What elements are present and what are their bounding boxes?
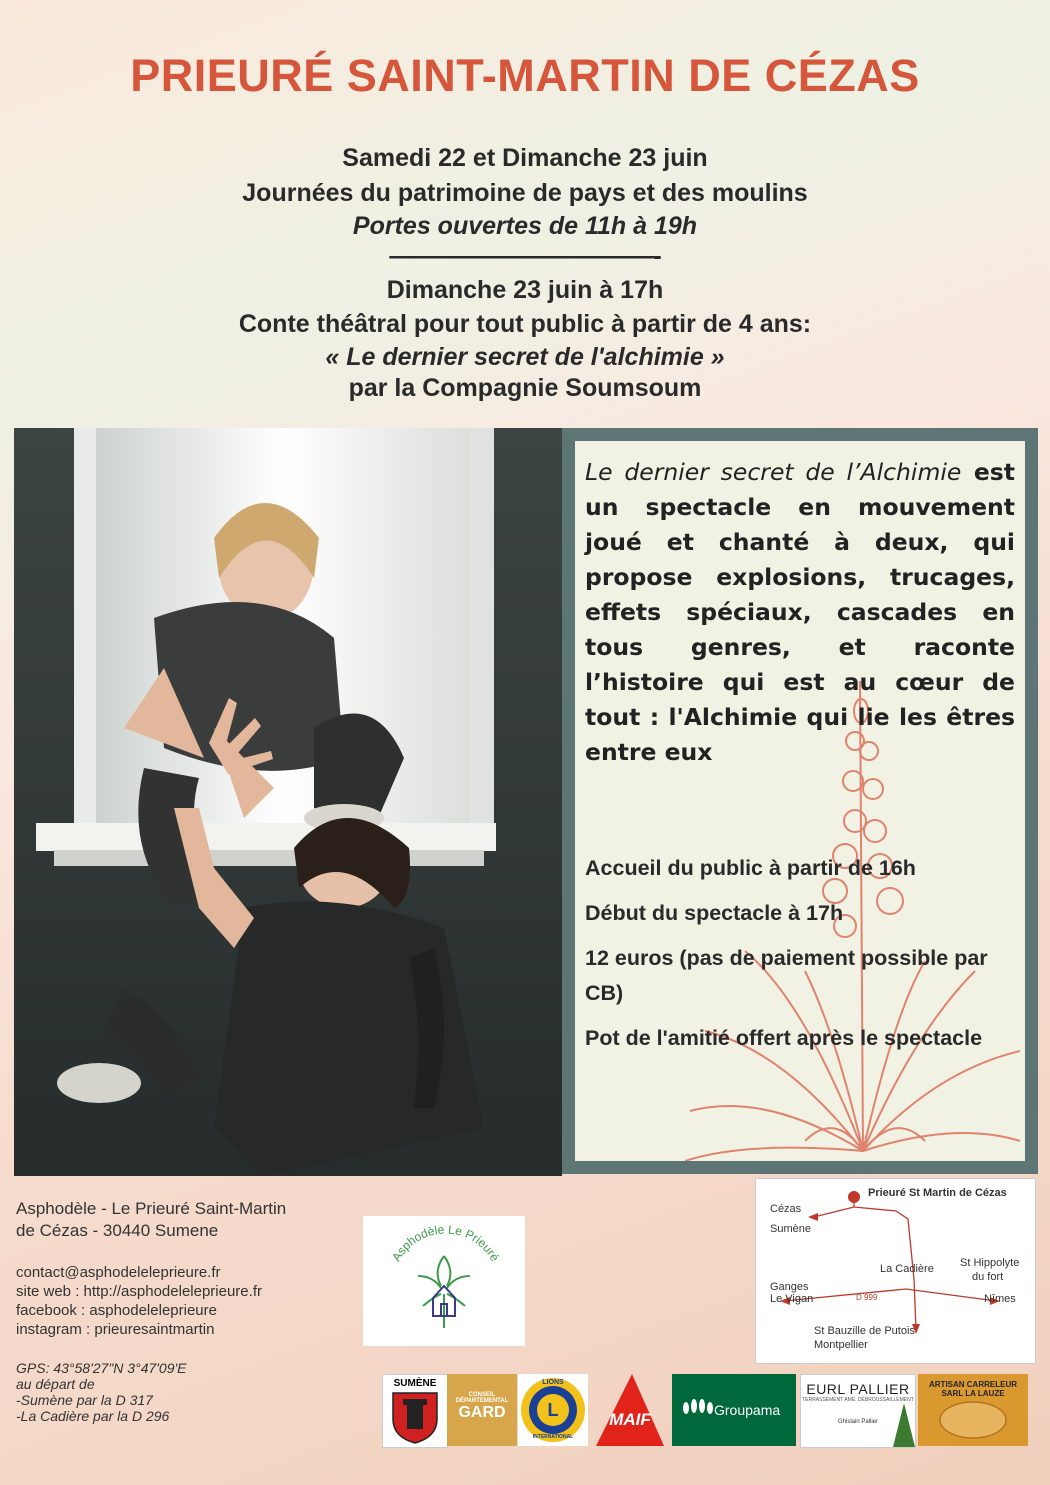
map-cezas: Cézas: [770, 1203, 802, 1215]
groupama-wheat-icon: [680, 1396, 716, 1420]
detail-welcome: Accueil du public à partir de 16h: [585, 856, 916, 880]
event2-type: Conte théâtral pour tout public à partir de 4 ans:: [238, 310, 812, 338]
contact-instagram[interactable]: instagram : prieuresaintmartin: [16, 1321, 215, 1338]
event2-show-title: « Le dernier secret de l'alchimie »: [325, 343, 725, 371]
lauze-emblem-icon: [938, 1400, 1008, 1440]
contact-email[interactable]: contact@asphodelelepriеure.fr: [16, 1264, 221, 1281]
description-body: est un spectacle en mouvement joué et chanté à deux, qui propose explosions, trucages, effets spéciaux, cascades en tous genres, et raconte l’histoire qui est au cœur de tout : l'Alchimie qui lie les êtres entre eux: [585, 458, 1015, 766]
separator: ———————————-: [389, 242, 661, 270]
priory-marker: [848, 1191, 860, 1203]
page-title: PRIEURÉ SAINT-MARTIN DE CÉZAS: [130, 50, 920, 101]
sponsor-maif: [596, 1374, 664, 1446]
contact-website[interactable]: site web : http://asphodelelepriеure.fr: [16, 1283, 262, 1300]
map-title: Prieuré St Martin de Cézas: [868, 1187, 1007, 1199]
map-road: D 999: [856, 1293, 878, 1302]
sponsor-pallier-name: Ghislain Pallier: [837, 1419, 879, 1425]
sponsor-lions-bottom: INTERNATIONAL: [532, 1434, 574, 1440]
sumene-crest-icon: [383, 1389, 447, 1445]
gps-depart: au départ de: [16, 1376, 95, 1392]
sponsor-sumene-label: SUMÈNE: [393, 1378, 437, 1389]
logo-text: Asphodèle Le Prieuré: [389, 1222, 502, 1264]
detail-price: 12 euros (pas de paiement possible par CB): [585, 946, 988, 1005]
event2-company: par la Compagnie Soumsoum: [348, 374, 702, 402]
sponsor-groupama: [672, 1374, 796, 1446]
pallier-trees-icon: [893, 1403, 915, 1447]
description-lead: Le dernier secret de l’Alchimie: [585, 458, 962, 486]
map-du-fort: du fort: [972, 1271, 1004, 1283]
address-line1: Asphodèle - Le Prieuré Saint-Martin: [16, 1199, 287, 1218]
detail-start: Début du spectacle à 17h: [585, 901, 844, 925]
sponsor-pallier-label: EURL PALLIER: [806, 1381, 910, 1397]
performers-photo: [14, 428, 562, 1176]
access-map: [755, 1178, 1036, 1364]
sponsor-lions-top: LIONS: [542, 1379, 564, 1386]
map-st-hippolyte: St Hippolyte: [960, 1257, 1020, 1269]
sponsor-gard-small: CONSEIL DÉPARTEMENTAL: [455, 1392, 509, 1404]
gps-route2: -La Cadière par la D 296: [16, 1408, 170, 1424]
gps-block: [16, 1360, 187, 1424]
asphodele-logo: [363, 1216, 525, 1346]
detail-drink: Pot de l'amitié offert après le spectacle: [585, 1026, 983, 1050]
map-sumene: Sumène: [770, 1223, 811, 1235]
svg-text:L: L: [547, 1400, 559, 1420]
practical-details: [585, 851, 1005, 1066]
info-box: [562, 428, 1038, 1174]
address-line2: de Cézas - 30440 Sumene: [16, 1221, 219, 1240]
address-block: [16, 1198, 286, 1242]
event2-date: Dimanche 23 juin à 17h: [386, 276, 664, 304]
sponsor-gard: [447, 1374, 517, 1446]
info-box-panel: [575, 441, 1025, 1161]
map-la-cadiere: La Cadière: [880, 1263, 934, 1275]
contacts-block: [16, 1263, 262, 1339]
show-description: [585, 455, 1015, 770]
sponsor-lauze: [918, 1374, 1028, 1446]
sponsor-pallier: [800, 1374, 916, 1448]
map-nimes: Nîmes: [984, 1293, 1016, 1305]
event1-name: Journées du patrimoine de pays et des moulins: [242, 179, 808, 207]
contact-facebook[interactable]: facebook : asphodelelepriеure: [16, 1302, 217, 1319]
sponsor-lions: [518, 1374, 588, 1446]
sponsor-lauze-line1: ARTISAN CARRELEUR: [929, 1380, 1017, 1389]
sponsor-gard-label: GARD: [458, 1404, 506, 1421]
sponsor-lauze-line2: SARL LA LAUZE: [941, 1389, 1005, 1398]
sponsor-pallier-sub: TERRASSEMENT AMÉ. DÉBROUSSAILLEMENT: [802, 1397, 914, 1403]
map-montpellier: Montpellier: [814, 1339, 868, 1351]
map-ganges: Ganges: [770, 1281, 809, 1293]
map-st-bauzille: St Bauzille de Putois: [814, 1325, 915, 1337]
event1-dates: Samedi 22 et Dimanche 23 juin: [342, 144, 708, 172]
sponsor-maif-label: MAIF: [609, 1410, 651, 1429]
sponsor-sumene: [382, 1374, 448, 1448]
gps-route1: -Sumène par la D 317: [16, 1392, 153, 1408]
gps-coords: GPS: 43°58'27"N 3°47'09'E: [16, 1360, 187, 1376]
map-le-vigan: Le Vigan: [770, 1293, 814, 1305]
sponsor-groupama-label: Groupama: [714, 1402, 781, 1418]
event1-hours: Portes ouvertes de 11h à 19h: [352, 212, 698, 240]
